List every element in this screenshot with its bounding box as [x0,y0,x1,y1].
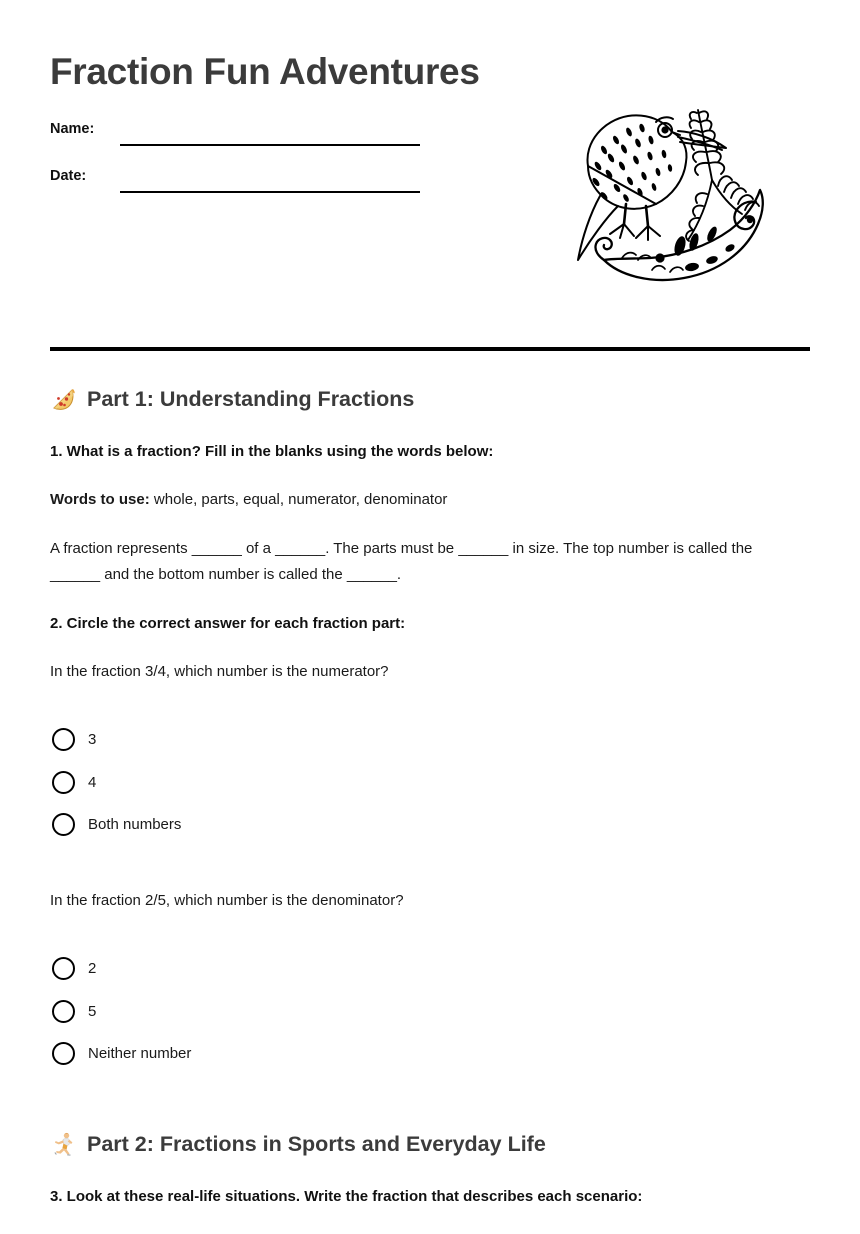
part-2-heading-text: Part 2: Fractions in Sports and Everyday Life [87,1132,546,1156]
name-write-line[interactable] [120,144,420,146]
date-write-line[interactable] [120,191,420,193]
radio-circle-icon[interactable] [52,813,75,836]
page-title: Fraction Fun Adventures [50,51,480,92]
radio-circle-icon[interactable] [52,1042,75,1065]
question-2-prompt: 2. Circle the correct answer for each fraction part: [50,614,406,632]
question-2a-text: In the fraction 3/4, which number is the numerator? [50,662,389,680]
radio-circle-icon[interactable] [52,728,75,751]
question-1-prompt: 1. What is a fraction? Fill in the blanks using the words below: [50,442,494,460]
question-3-prompt: 3. Look at these real-life situations. Write the fraction that describes each scenario: [50,1187,643,1205]
option-row[interactable] [50,761,810,804]
running-person-icon [50,1131,76,1157]
option-label: 4 [88,773,97,791]
radio-circle-icon[interactable] [52,771,75,794]
option-label: 2 [88,960,97,978]
option-label: 3 [88,731,97,748]
part-1-heading [50,386,810,413]
option-label: Neither number [88,1045,192,1063]
kiwi-bird-silver-fern-koru-illustration [560,88,780,288]
option-row[interactable] [50,948,810,991]
question-2b-text: In the fraction 2/5, which number is the denominator? [50,891,404,909]
student-info-block [50,118,430,212]
option-label: Both numbers [88,816,182,833]
option-row[interactable] [50,803,810,846]
name-label: Name: [50,121,95,137]
date-label: Date: [50,168,87,184]
question-2b-options [50,930,810,1076]
worksheet-content [50,386,810,1234]
spacer [50,872,810,890]
option-row[interactable] [50,1033,810,1076]
part-1-heading-text: Part 1: Understanding Fractions [87,387,415,411]
option-row[interactable] [50,990,810,1033]
fill-in-the-blank-paragraph[interactable]: A fraction represents ______ of a ______. The parts must be ______ in size. The top number is called the ______ and the bottom number is called the ______. [50,540,753,583]
words-to-use-label: Words to use: [50,490,150,508]
name-field-row [50,118,430,165]
radio-circle-icon[interactable] [52,1000,75,1023]
pizza-slice-icon [50,386,76,412]
header-divider [50,347,810,351]
option-row[interactable] [50,718,810,761]
words-to-use-list: whole, parts, equal, numerator, denominator [153,490,448,508]
date-field-row [50,165,430,212]
part-2-heading [50,1131,810,1158]
question-2a-options [50,700,810,846]
spacer [50,1101,810,1131]
option-label: 5 [88,1002,97,1020]
words-to-use-line [50,489,810,511]
radio-circle-icon[interactable] [52,957,75,980]
